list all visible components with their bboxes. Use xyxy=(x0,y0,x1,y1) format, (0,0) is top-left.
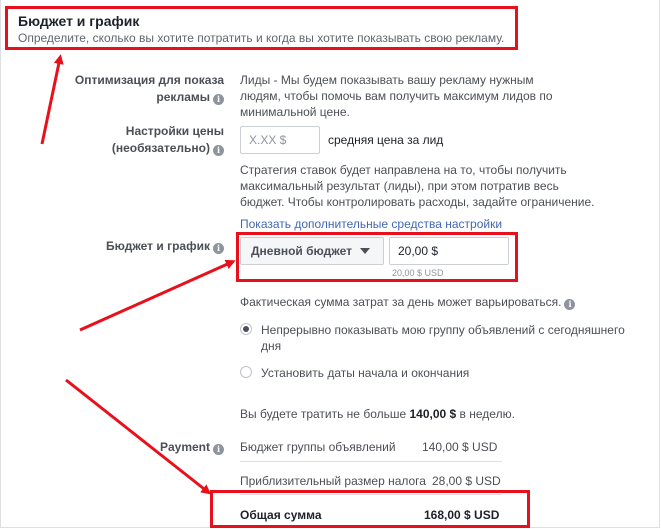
bid-cap-suffix: средняя цена за лид xyxy=(328,133,444,147)
budget-amount-input[interactable]: 20,00 $ xyxy=(389,237,509,265)
payment-row-name: Бюджет группы объявлений xyxy=(240,440,396,454)
optimization-description: Лиды - Мы будем показывать вашу рекламу нужным людям, чтобы помочь вам получить максимум лидов по минимальной цене. xyxy=(240,73,553,119)
bid-cap-input[interactable]: X.XX $ xyxy=(240,126,320,154)
payment-total-name: Общая сумма xyxy=(240,508,322,522)
bid-strategy-text: Стратегия ставок будет направлена на то, чтобы получить максимальный результат (лиды), при этом потратив весь бюджет. Чтобы контролировать расходы, задайте ограничение. xyxy=(240,163,595,209)
radio-run-continuously-label: Непрерывно показывать мою группу объявлений с сегодняшнего дня xyxy=(261,323,625,353)
payment-row-name: Приблизительный размер налога xyxy=(240,474,426,488)
daily-spend-note: Фактическая сумма затрат за день может варьироваться. i xyxy=(240,294,575,310)
info-icon[interactable]: i xyxy=(213,243,224,254)
section-title: Бюджет и график xyxy=(18,13,140,29)
price-label: Настройки цены (необязательно) i xyxy=(111,124,224,155)
radio-set-dates-label: Установить даты начала и окончания xyxy=(261,366,470,380)
arrow-icon xyxy=(66,380,208,492)
payment-total-value: 168,00 $ USD xyxy=(424,508,500,522)
budget-type-dropdown[interactable]: Дневной бюджет xyxy=(240,237,384,265)
payment-label: Payment i xyxy=(24,439,224,456)
payment-row-value: 28,00 $ USD xyxy=(432,474,501,488)
weekly-spend-text: Вы будете тратить не больше 140,00 $ в неделю. xyxy=(240,407,515,421)
info-icon[interactable]: i xyxy=(213,94,224,105)
budget-label: Бюджет и график i xyxy=(24,238,224,255)
info-icon[interactable]: i xyxy=(213,444,224,455)
arrow-icon xyxy=(42,58,60,144)
optimization-label: Оптимизация для показа рекламы i xyxy=(74,73,224,104)
arrow-icon xyxy=(80,262,232,330)
show-more-options-link[interactable]: Показать дополнительные средства настройки xyxy=(240,217,503,231)
info-icon[interactable]: i xyxy=(213,145,224,156)
budget-amount-hint: 20,00 $ USD xyxy=(392,268,444,278)
payment-row-value: 140,00 $ USD xyxy=(422,440,498,454)
info-icon[interactable]: i xyxy=(564,299,575,310)
section-subtitle: Определите, сколько вы хотите потратить и когда вы хотите показывать свою рекламу. xyxy=(18,31,505,45)
